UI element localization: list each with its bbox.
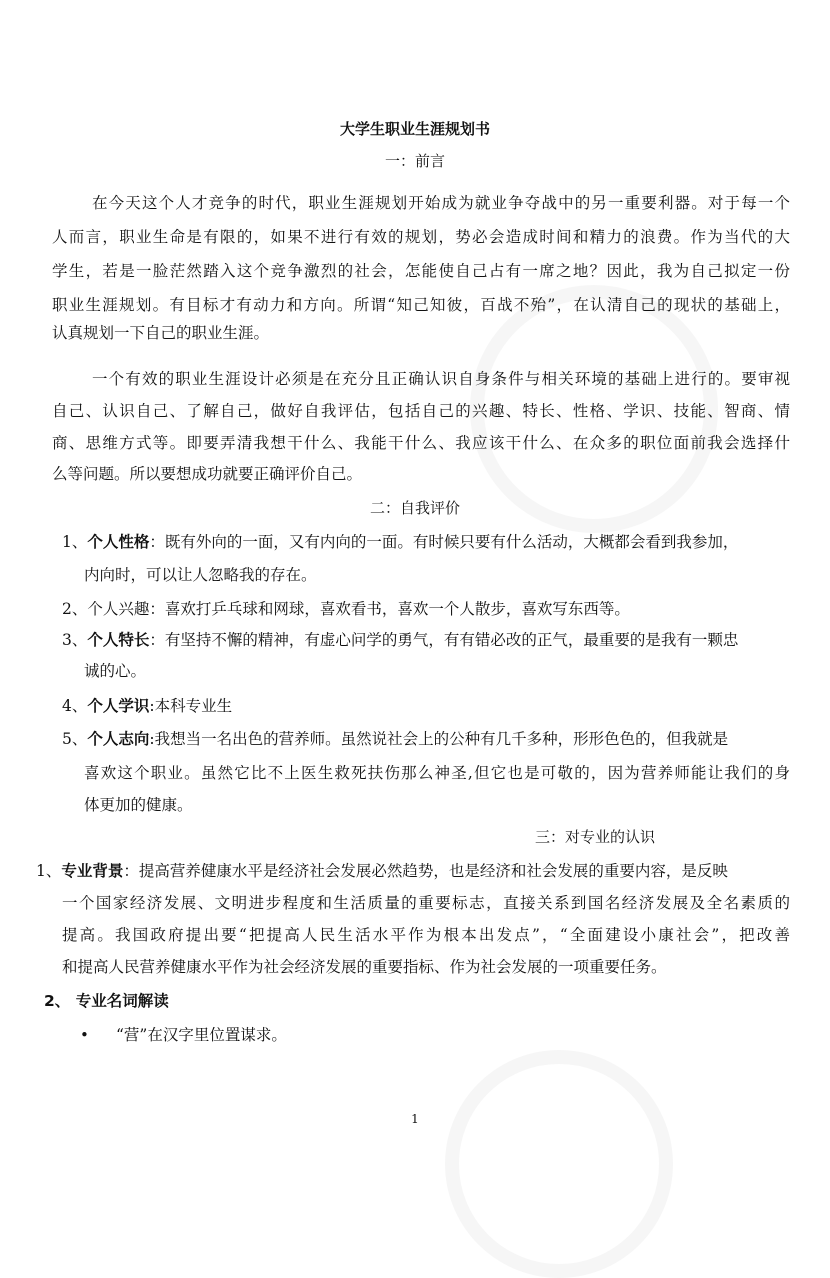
item-label: 专业名词解读 (75, 992, 169, 1010)
item-label: 个人志向 (87, 730, 150, 748)
section-heading-self-evaluation: 二：自我评价 (369, 499, 460, 517)
item-separator: ： (149, 600, 165, 618)
page-number: 1 (411, 1112, 419, 1126)
list-item-continuation: 一个国家经济发展、文明进步程度和生活质量的重要标志，直接关系到国名经济发展及全名素质的 (62, 894, 790, 912)
item-text: 既有外向的一面，又有内向的一面。有时候只要有什么活动，大概都会看到我参加， (164, 533, 739, 551)
paragraph-line: 职业生涯规划。有目标才有动力和方向。所谓“知己知彼，百战不殆”，在认清自己的现状的基础上， (52, 296, 790, 314)
watermark-seal (445, 1050, 673, 1278)
item-separator: : (149, 697, 155, 715)
paragraph-line: 一个有效的职业生涯设计必须是在充分且正确认识自身条件与相关环境的基础上进行的。要审视 (92, 370, 790, 388)
section-heading-preface: 一：前言 (384, 152, 445, 170)
paragraph-line: 自己、认识自己、了解自己，做好自我评估，包括自己的兴趣、特长、性格、学识、技能、智商、情 (52, 402, 790, 420)
section-heading-major-understanding: 三：对专业的认识 (534, 828, 655, 846)
item-label: 个人特长 (87, 631, 150, 649)
list-item-continuation: 提高。我国政府提出要“把提高人民生活水平作为根本出发点”，“全面建设小康社会”，把改善 (62, 926, 790, 944)
list-item (44, 990, 169, 1012)
bullet-icon: • (80, 1026, 89, 1044)
item-text: 本科专业生 (154, 697, 233, 715)
list-item-continuation: 内向时，可以让人忽略我的存在。 (84, 566, 317, 584)
paragraph-line: 么等问题。所以要想成功就要正确评价自己。 (52, 465, 363, 483)
item-label: 个人性格 (87, 533, 150, 551)
paragraph-line: 商、思维方式等。即要弄清我想干什么、我能干什么、我应该干什么、在众多的职位面前我会选择什 (52, 434, 790, 452)
list-item (62, 531, 738, 553)
item-number: 1、 (36, 862, 62, 880)
paragraph-line: 在今天这个人才竞争的时代，职业生涯规划开始成为就业争夺战中的另一重要利器。对于每一个 (92, 194, 790, 212)
list-item-continuation: 和提高人民营养健康水平作为社会经济发展的重要指标、作为社会发展的一项重要任务。 (62, 958, 667, 976)
item-separator: : (149, 730, 155, 748)
bullet-text: “营”在汉字里位置谋求。 (116, 1026, 287, 1044)
list-item-continuation: 体更加的健康。 (84, 796, 193, 814)
list-item (36, 860, 728, 882)
document-title: 大学生职业生涯规划书 (339, 120, 490, 138)
item-text: 喜欢打乒乓球和网球，喜欢看书，喜欢一个人散步，喜欢写东西等。 (164, 600, 630, 618)
item-separator: ： (123, 862, 139, 880)
item-separator: ： (149, 631, 165, 649)
item-text: 提高营养健康水平是经济社会发展必然趋势，也是经济和社会发展的重要内容，是反映 (138, 862, 728, 880)
item-number: 2、 (62, 600, 88, 618)
item-label: 个人兴趣 (87, 600, 150, 618)
list-item-continuation: 喜欢这个职业。虽然它比不上医生救死扶伤那么神圣,但它也是可敬的，因为营养师能让我们的身 (84, 764, 790, 782)
item-text: 有坚持不懈的精神，有虚心问学的勇气，有有错必改的正气，最重要的是我有一颗忠 (164, 631, 739, 649)
item-number: 1、 (62, 533, 88, 551)
item-number: 2、 (44, 992, 71, 1010)
item-number: 4、 (62, 697, 88, 715)
item-number: 3、 (62, 631, 88, 649)
paragraph-line: 学生，若是一脸茫然踏入这个竞争激烈的社会，怎能使自己占有一席之地？因此，我为自己拟定一份 (52, 262, 790, 280)
list-item-continuation: 诚的心。 (84, 662, 147, 680)
paragraph-line: 人而言，职业生命是有限的，如果不进行有效的规划，势必会造成时间和精力的浪费。作为当代的大 (52, 228, 790, 246)
item-number: 5、 (62, 730, 88, 748)
item-separator: ： (149, 533, 165, 551)
list-item (62, 728, 728, 750)
list-item (62, 629, 738, 651)
item-label: 个人学识 (87, 697, 150, 715)
list-item (62, 598, 630, 620)
paragraph-line: 认真规划一下自己的职业生涯。 (52, 324, 270, 342)
item-label: 专业背景 (61, 862, 124, 880)
list-item (62, 695, 232, 717)
item-text: 我想当一名出色的营养师。虽然说社会上的公种有几千多种，形形色色的，但我就是 (154, 730, 729, 748)
